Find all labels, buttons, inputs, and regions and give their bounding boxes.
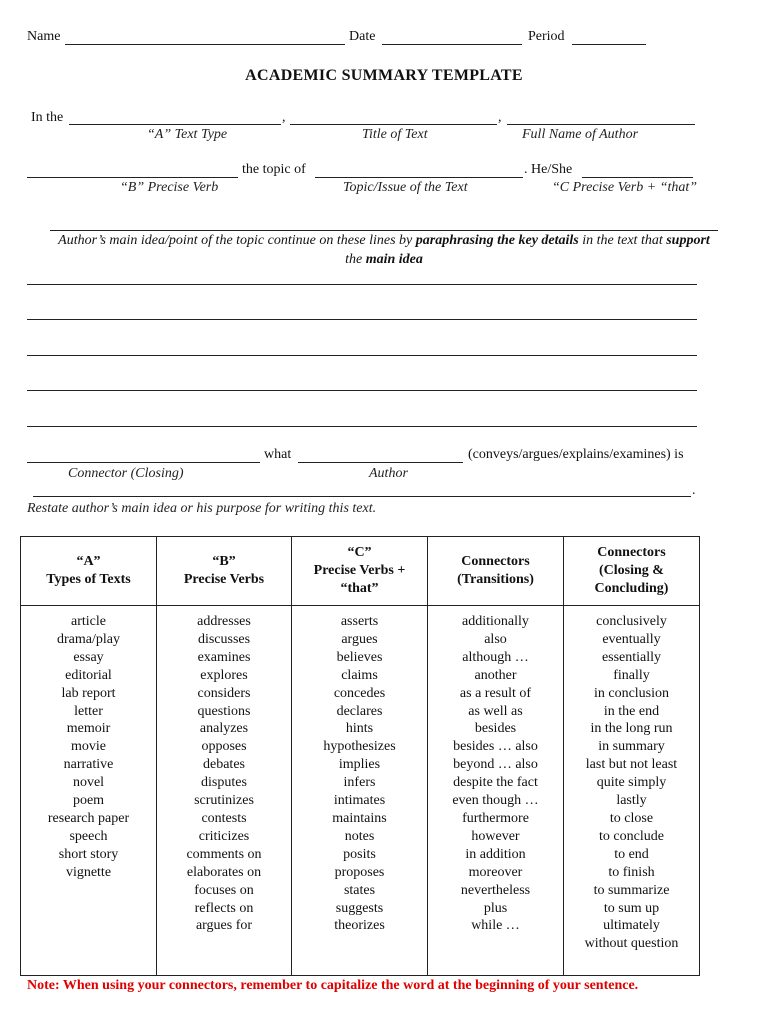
word-item: explores [200, 667, 248, 683]
word-item: additionally [462, 614, 529, 629]
closing-author-field[interactable] [298, 462, 463, 463]
word-item: finally [613, 667, 650, 683]
word-item: lab report [61, 685, 116, 701]
word-item: examines [197, 649, 251, 665]
word-item: criticizes [198, 828, 250, 844]
c-verb-field[interactable] [582, 177, 693, 178]
in-the-label: In the [31, 110, 64, 125]
period-label: Period [528, 29, 565, 44]
column-closing-connectors [564, 606, 700, 976]
restate-caption: Restate author’s main idea or his purpose for writing this text. [27, 501, 377, 516]
capitalization-note: Note: When using your connectors, remember to capitalize the word at the beginning of your sentence. [27, 978, 639, 993]
restate-line[interactable] [33, 496, 691, 497]
word-item: despite the fact [453, 775, 538, 791]
caption-topic: Topic/Issue of the Text [343, 180, 468, 195]
word-item: besides [474, 721, 517, 737]
word-item: essentially [601, 649, 662, 665]
word-item: in the long run [590, 721, 673, 737]
word-item: novel [72, 775, 105, 791]
header-text-types: “A” Types of Texts [21, 537, 157, 606]
word-item: opposes [201, 739, 247, 755]
column-precise-verbs [157, 606, 292, 976]
what-label: what [264, 447, 292, 462]
word-item: while … [471, 918, 520, 934]
writing-line[interactable] [27, 426, 697, 427]
author-field[interactable] [507, 124, 695, 125]
word-item: editorial [65, 667, 112, 683]
writing-line[interactable] [27, 284, 697, 285]
caption-c-verb: “C Precise Verb + “that” [552, 180, 698, 195]
word-item: argues for [195, 918, 253, 934]
word-item: to summarize [593, 882, 670, 898]
topic-of-label: the topic of [242, 162, 306, 177]
word-item: implies [338, 757, 381, 773]
writing-line[interactable] [27, 319, 697, 320]
word-item: questions [197, 703, 251, 719]
word-item: to close [609, 810, 654, 826]
word-item: eventually [602, 631, 661, 647]
header-connectors-closing: Connectors (Closing & Concluding) [564, 537, 700, 606]
word-item: narrative [63, 757, 114, 773]
word-item: article [71, 614, 106, 629]
word-item: drama/play [57, 631, 120, 647]
he-she-label: . He/She [524, 162, 573, 177]
word-item: scrutinizes [194, 793, 254, 809]
word-item: in summary [598, 739, 665, 755]
period-field[interactable] [572, 44, 646, 45]
column-transitions [428, 606, 564, 976]
caption-author: Full Name of Author [522, 127, 639, 142]
closing-connector-field[interactable] [27, 462, 260, 463]
word-item: intimates [333, 793, 386, 809]
word-item: as well as [468, 703, 523, 719]
word-item: short story [58, 846, 119, 862]
word-item: maintains [332, 810, 387, 826]
word-item: movie [71, 739, 106, 755]
word-item: besides … also [453, 739, 538, 755]
column-text-types [21, 606, 157, 976]
word-item: addresses [197, 614, 251, 629]
word-item: infers [343, 775, 376, 791]
word-item: reflects on [194, 900, 254, 916]
word-item: theorizes [334, 918, 385, 934]
word-item: focuses on [194, 882, 254, 898]
caption-title: Title of Text [362, 127, 428, 142]
page-title: ACADEMIC SUMMARY TEMPLATE [245, 67, 523, 84]
word-item: believes [336, 649, 383, 665]
restate-period: . [692, 483, 696, 498]
word-item: asserts [340, 614, 379, 629]
word-item: moreover [468, 864, 523, 880]
word-item: plus [483, 900, 508, 916]
word-item: hints [345, 721, 374, 737]
caption-text-type: “A” Text Type [147, 127, 228, 142]
writing-line[interactable] [27, 355, 697, 356]
instruction-text: Author’s main idea/point of the topic continue on these lines by paraphrasing the key details in the text that support the main idea [58, 233, 710, 267]
word-item: states [343, 882, 376, 898]
topic-field[interactable] [315, 177, 523, 178]
word-item: comments on [186, 846, 262, 862]
word-item: letter [74, 703, 103, 719]
word-item: analyzes [199, 721, 249, 737]
word-item: conclusively [596, 614, 667, 629]
date-label: Date [349, 29, 376, 44]
date-field[interactable] [382, 44, 522, 45]
word-item: in conclusion [593, 685, 670, 701]
caption-closing-author: Author [369, 466, 408, 481]
word-item: debates [203, 757, 245, 773]
word-item: contests [201, 810, 247, 826]
word-item: speech [69, 828, 108, 844]
word-item: research paper [47, 810, 130, 826]
text-type-field[interactable] [69, 124, 281, 125]
word-item: quite simply [596, 775, 667, 791]
word-item: without question [584, 936, 679, 952]
word-item: furthermore [462, 810, 529, 826]
word-item: ultimately [603, 918, 660, 934]
word-item: even though … [452, 793, 539, 809]
name-label: Name [27, 29, 61, 44]
writing-line[interactable] [27, 390, 697, 391]
word-item: last but not least [585, 757, 678, 773]
word-item: argues [341, 631, 378, 647]
word-item: in addition [465, 846, 526, 862]
word-item: notes [344, 828, 375, 844]
word-item: to end [614, 846, 649, 862]
word-item: discusses [197, 631, 251, 647]
column-precise-verbs-that [292, 606, 428, 976]
word-item: in the end [603, 703, 660, 719]
word-item: concedes [333, 685, 386, 701]
word-item: to conclude [599, 828, 664, 844]
word-item: posits [343, 846, 376, 862]
header-precise-verbs-that: “C” Precise Verbs + “that” [292, 537, 428, 606]
word-item: suggests [335, 900, 384, 916]
word-item: vignette [65, 864, 112, 880]
word-item: to sum up [603, 900, 660, 916]
precise-verb-field[interactable] [27, 177, 238, 178]
word-item: as a result of [459, 685, 532, 701]
word-item: claims [341, 667, 378, 683]
word-item: beyond … also [453, 757, 538, 773]
word-item: although … [462, 649, 529, 665]
word-item: memoir [66, 721, 111, 737]
word-item: proposes [334, 864, 385, 880]
word-item: however [471, 828, 520, 844]
word-item: also [484, 631, 507, 647]
word-item: considers [197, 685, 251, 701]
title-field[interactable] [290, 124, 497, 125]
comma-1: , [282, 110, 286, 125]
word-item: disputes [201, 775, 247, 791]
verbs-label: (conveys/argues/explains/examines) is [468, 447, 684, 462]
word-item: essay [73, 649, 104, 665]
header-precise-verbs: “B” Precise Verbs [157, 537, 292, 606]
header-connectors-transitions: Connectors (Transitions) [428, 537, 564, 606]
word-item: to finish [608, 864, 655, 880]
caption-connector: Connector (Closing) [68, 466, 184, 481]
word-item: nevertheless [460, 882, 531, 898]
word-item: lastly [616, 793, 647, 809]
word-item: hypothesizes [323, 739, 396, 755]
word-item: another [474, 667, 517, 683]
word-bank-table [20, 536, 700, 976]
name-field[interactable] [65, 44, 345, 45]
caption-precise-verb: “B” Precise Verb [120, 180, 219, 195]
word-item: elaborates on [186, 864, 262, 880]
word-item: poem [72, 793, 105, 809]
word-item: declares [336, 703, 383, 719]
comma-2: , [498, 110, 502, 125]
